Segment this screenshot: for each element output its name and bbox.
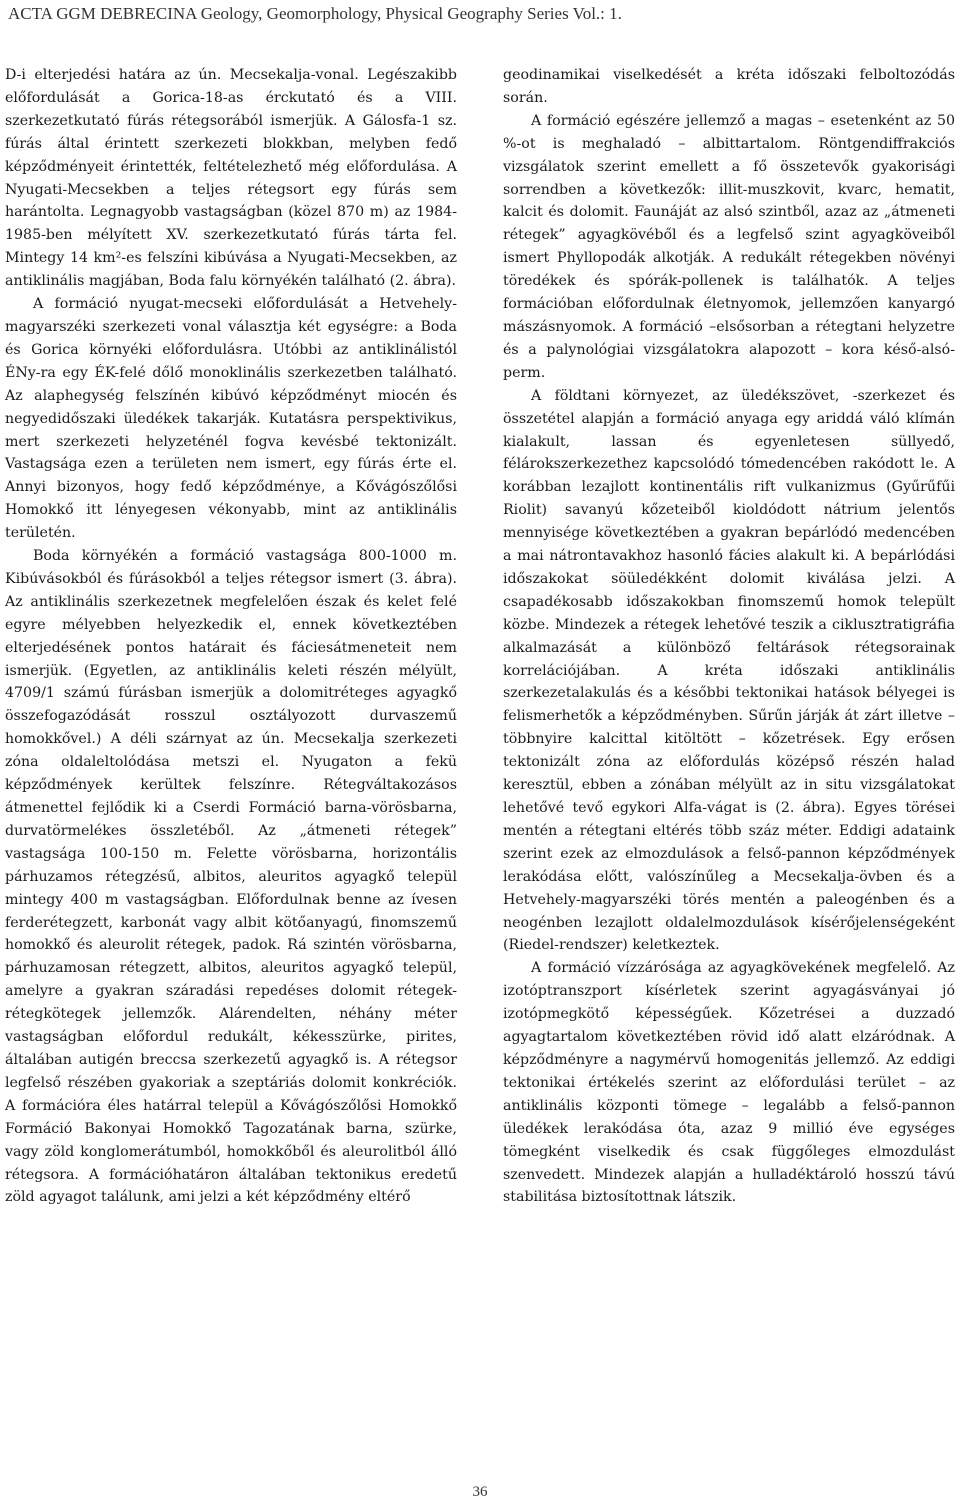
running-header: ACTA GGM DEBRECINA Geology, Geomorphology, Physical Geography Series Vol.: 1. (8, 4, 622, 23)
left-column (5, 64, 457, 1209)
paragraph: A földtani környezet, az üledékszövet, -szerkezet és összetétel alapján a formáció anyaga egy ariddá váló klímán kialakult, lassan és egyenletesen süllyedő, félárokszerkezethez kapcsolódó tómedencében rakódott le. A korábban lezajlott kontinentális rift vulkanizmus (Gyűrűfűi Riolit) savanyú kőzeteiből kioldódott nátrium jelentős mennyisége következtében a gyakran bepárlódó medencében a mai nátrontavakhoz hasonló fácies alakult ki. A bepárlódási időszakokat söüledékként dolomit kiválása jelzi. A csapadékosabb időszakokban finomszemű homok települt közbe. Mindezek a rétegek lehetővé teszik a ciklusztratigráfia alkalmazását a különböző feltárások rétegsorainak korrelációjában. A kréta időszaki antiklinális szerkezetalakulás és a későbbi tektonikai hatások bélyegei is felismerhetők a képződményben. Sűrűn járják át zárt illetve – többnyire kalcittal kitöltött – kőzetrések. Egy erősen tektonizált zóna az előfordulás középső részén halad keresztül, ebben a zónában mélyült az in situ vizsgálatokat lehetővé tevő egykori Alfa-vágat is (2. ábra). Egyes törései mentén a rétegtani eltérés több száz méter. Eddigi adataink szerint ezek az elmozdulások a felső-pannon képződmények lerakódása előtt, valószínűleg a Mecsekalja-övben és a Hetvehely-magyarszéki törés mentén a paleogénben és a neogénben lezajlott oldalelmozdulások kísérőjelenségeként (Riedel-rendszer) keletkeztek. (503, 387, 955, 954)
paragraph: D-i elterjedési határa az ún. Mecsekalja-vonal. Legészakibb előfordulását a Gorica-18-as érckutató és a VIII. szerkezetkutató fúrás rétegsorából ismerjük. A Gálosfa-1 sz. fúrás által érintett szerkezeti blokkban, melyben fedő képződményeit érintették, feltételezhető még előfordulása. A Nyugati-Mecsekben a teljes rétegsort egy fúrás sem harántolta. Legnagyobb vastagságban (közel 870 m) az 1984-1985-ben mélyített XV. szerkezetkutató fúrás tárta fel. Mintegy 14 km²-es felszíni kibúvása a Nyugati-Mecsekben, az antiklinális magjában, Boda falu környékén található (2. ábra). (5, 67, 457, 290)
right-column (503, 64, 955, 1209)
paragraph: A formáció egészére jellemző a magas – esetenként az 50 %-ot is meghaladó – albittartalom. Röntgendiffrakciós vizsgálatok szerint emellett a fő összetevők gyakorisági sorrendben a következők: illit-muszkovit, kvarc, hematit, kalcit és dolomit. Faunáját az alsó szintből, azaz az „átmeneti rétegek” agyagkövéből és a legfelső szint agyagköveiből ismert Phyllopodák alkotják. A redukált rétegekben növényi töredékek és spórák-pollenek is találhatók. A teljes formációban előfordulnak életnyomok, jellemzően kanyargó mászásnyomok. A formáció –elsősorban a rétegtani helyzetre és a palynológiai vizsgálatokra alapozott – kora késő-alsó-perm. (503, 112, 955, 381)
paragraph: Boda környékén a formáció vastagsága 800-1000 m. Kibúvásokból és fúrásokból a teljes rétegsor ismert (3. ábra). Az antiklinális szerkezetnek megfelelően észak és kelet felé egyre mélyebben helyezkedik el, ennek következtében elterjedésének pontos határait és fáciesátmeneteit nem ismerjük. (Egyetlen, az antiklinális keleti részén mélyült, 4709/1 számú fúrásban ismerjük a dolomitréteges agyagkő összefogazódását rosszul osztályozott durvaszemű homokkővel.) A déli szárnyat az ún. Mecsekalja szerkezeti zóna oldaleltolódása metszi el. Nyugaton a fekü képződmények kerültek felszínre. Rétegváltakozásos átmenettel fejlődik ki a Cserdi Formáció barna-vörösbarna, durvatörmelékes összletéből. Az „átmeneti rétegek” vastagsága 100-150 m. Felette vörösbarna, horizontális párhuzamos rétegzésű, albitos, aleuritos agyagkő települ mintegy 400 m vastagságban. Előfordulnak benne az ívesen ferderétegzett, karbonát vagy albit kötőanyagú, finomszemű homokkő és aleurolit rétegek, padok. Rá szintén vörösbarna, párhuzamosan rétegzett, albitos, aleuritos agyagkő települ, amelyre a gyakran száradási repedéses dolomit rétegek-rétegkötegek jellemzők. Alárendelten, néhány méter vastagságban előfordul redukált, kékesszürke, pirites, általában autigén breccsa szerkezetű agyagkő is. A rétegsor legfelső részében gyakoriak a szeptáriás dolomit konkréciók. A formációra éles határral települ a Kővágószőlősi Homokkő Formáció Bakonyai Homokkő Tagozatának barna, szürke, vagy zöld konglomerátumból, homokkőből és aleurolitból álló rétegsora. A formációhatáron általában tektonikus eredetű zöld agyagot találunk, ami jelzi a két képződmény eltérő (5, 548, 457, 1206)
page-number: 36 (472, 1484, 488, 1500)
paragraph: A formáció vízzárósága az agyagkövekének megfelelő. Az izotóptranszport kísérletek szerint agyagásványai jó izotópmegkötő képességűek. Kőzetrései a duzzadó agyagtartalom következtében rövid idő alatt elzáródnak. A képződményre a nagymérvű homogenitás jellemző. Az eddigi tektonikai értékelés szerint az előfordulási terület – az antiklinális központi tömege – legalább a felső-pannon üledékek lerakódása óta, azaz 9 millió éve egységes tömegként viselkedik és csak függőleges elmozdulást szenvedett. Mindezek alapján a hulladéktároló hosszú távú stabilitása biztosítottnak látszik. (503, 960, 955, 1206)
paragraph: geodinamikai viselkedését a kréta időszaki felboltozódás során. (503, 67, 955, 106)
paragraph: A formáció nyugat-mecseki előfordulását a Hetvehely-magyarszéki szerkezeti vonal választja két egységre: a Boda és Gorica környéki előfordulásra. Utóbbi az antiklinálistól ÉNy-ra egy ÉK-felé dőlő monoklinális szerkezetben található. Az alaphegység felszínén kibúvó képződményt miocén és negyedidőszaki üledékek takarják. Kutatásra perspektivikus, mert szerkezeti helyzeténél fogva kevésbé tektonizált. Vastagsága ezen a területen nem ismert, egy fúrás érte el. Annyi bizonyos, hogy fedő képződménye, a Kővágószőlősi Homokkő itt lényegesen vékonyabb, mint az antiklinális területén. (5, 296, 457, 542)
